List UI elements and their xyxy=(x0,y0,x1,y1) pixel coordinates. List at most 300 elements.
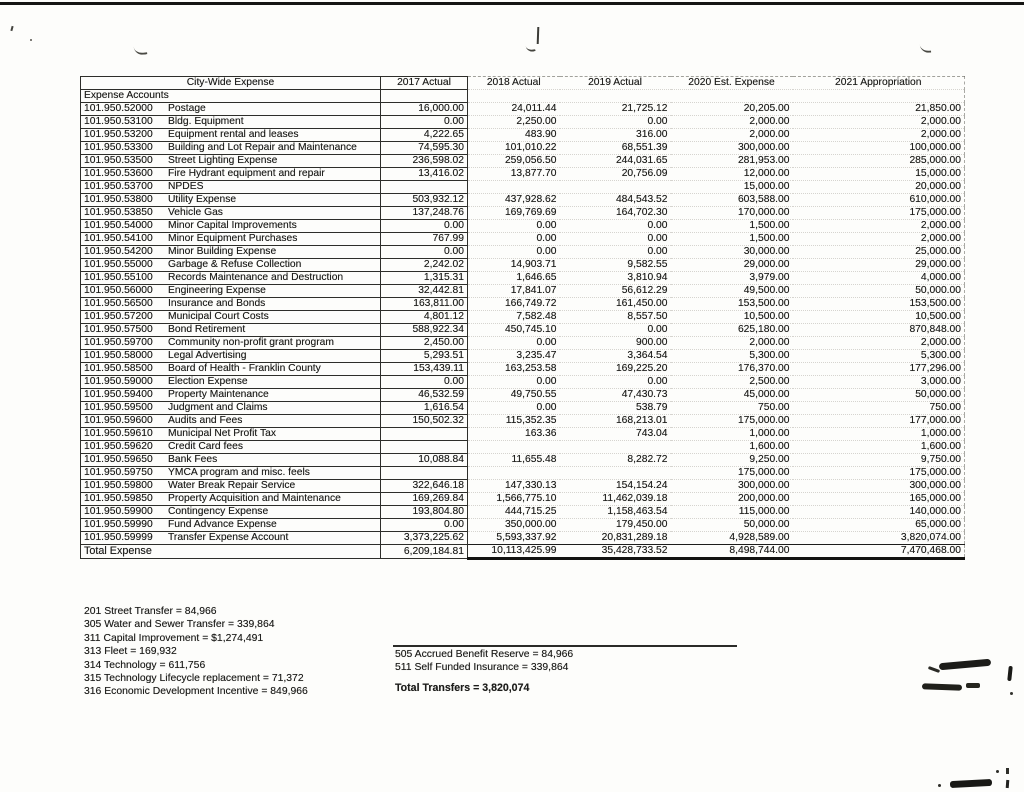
table-row xyxy=(81,480,965,493)
value-y2017: 2,242.02 xyxy=(381,259,468,272)
value-y2018: 450,745.10 xyxy=(468,324,560,337)
value-y2020: 176,370.00 xyxy=(671,363,793,376)
account-cell xyxy=(81,116,381,129)
account-code: 101.950.59900 xyxy=(84,506,153,518)
value-y2021: 177,296.00 xyxy=(793,363,965,376)
account-code: 101.950.55100 xyxy=(84,272,153,284)
account-cell xyxy=(81,350,381,363)
scan-artifact-ink-smudge xyxy=(966,683,980,688)
value-y2018: 147,330.13 xyxy=(468,480,560,493)
table-row xyxy=(81,155,965,168)
account-cell xyxy=(81,298,381,311)
scan-artifact-curl xyxy=(525,43,535,52)
value-y2020: 153,500.00 xyxy=(671,298,793,311)
value-y2021: 9,750.00 xyxy=(793,454,965,467)
value-y2018: 115,352.35 xyxy=(468,415,560,428)
value-y2018 xyxy=(468,441,560,454)
value-y2017: 193,804.80 xyxy=(381,506,468,519)
value-y2018: 163.36 xyxy=(468,428,560,441)
table-row xyxy=(81,285,965,298)
value-y2017: 46,532.59 xyxy=(381,389,468,402)
value-y2019 xyxy=(560,181,671,194)
account-cell xyxy=(81,337,381,350)
account-code: 101.950.59600 xyxy=(84,415,153,427)
value-y2017: 5,293.51 xyxy=(381,350,468,363)
value-y2019: 8,557.50 xyxy=(560,311,671,324)
value-y2021: 3,820,074.00 xyxy=(793,532,965,545)
value-y2021: 20,000.00 xyxy=(793,181,965,194)
account-name: Minor Equipment Purchases xyxy=(168,233,298,245)
table-row xyxy=(81,116,965,129)
total-2021: 7,470,468.00 xyxy=(793,545,965,559)
table-row xyxy=(81,506,965,519)
account-code: 101.950.57200 xyxy=(84,311,153,323)
value-y2020: 2,000.00 xyxy=(671,116,793,129)
value-y2017: 169,269.84 xyxy=(381,493,468,506)
table-row xyxy=(81,324,965,337)
value-y2021: 140,000.00 xyxy=(793,506,965,519)
account-code: 101.950.53300 xyxy=(84,142,153,154)
value-y2021: 1,600.00 xyxy=(793,441,965,454)
empty-cell xyxy=(793,90,965,103)
value-y2017: 16,000.00 xyxy=(381,103,468,116)
account-code: 101.950.59700 xyxy=(84,337,153,349)
account-code: 101.950.59000 xyxy=(84,376,153,388)
table-row xyxy=(81,142,965,155)
value-y2017: 0.00 xyxy=(381,376,468,389)
value-y2019: 0.00 xyxy=(560,324,671,337)
total-label: Total Expense xyxy=(81,545,381,559)
value-y2018: 24,011.44 xyxy=(468,103,560,116)
scan-artifact-top-edge-line xyxy=(0,2,1024,5)
value-y2021: 65,000.00 xyxy=(793,519,965,532)
value-y2019: 169,225.20 xyxy=(560,363,671,376)
account-code: 101.950.53500 xyxy=(84,155,153,167)
value-y2021: 2,000.00 xyxy=(793,233,965,246)
column-header-2018-actual: 2018 Actual xyxy=(468,77,560,90)
account-code: 101.950.54200 xyxy=(84,246,153,258)
value-y2018: 5,593,337.92 xyxy=(468,532,560,545)
value-y2018: 444,715.25 xyxy=(468,506,560,519)
account-cell xyxy=(81,376,381,389)
city-wide-expense-table xyxy=(80,76,965,560)
account-cell xyxy=(81,142,381,155)
value-y2020: 50,000.00 xyxy=(671,519,793,532)
table-row xyxy=(81,519,965,532)
value-y2018: 101,010.22 xyxy=(468,142,560,155)
account-name: Postage xyxy=(168,103,206,115)
value-y2019: 0.00 xyxy=(560,116,671,129)
value-y2018: 3,235.47 xyxy=(468,350,560,363)
value-y2021: 50,000.00 xyxy=(793,389,965,402)
value-y2021: 285,000.00 xyxy=(793,155,965,168)
account-cell xyxy=(81,506,381,519)
value-y2020: 175,000.00 xyxy=(671,415,793,428)
table-row xyxy=(81,194,965,207)
table-row xyxy=(81,454,965,467)
value-y2018: 483.90 xyxy=(468,129,560,142)
scan-artifact-speck xyxy=(30,39,32,41)
value-y2018 xyxy=(468,181,560,194)
table-row xyxy=(81,129,965,142)
value-y2021: 870,848.00 xyxy=(793,324,965,337)
account-code: 101.950.53700 xyxy=(84,181,153,193)
value-y2020: 625,180.00 xyxy=(671,324,793,337)
account-name: Building and Lot Repair and Maintenance xyxy=(168,142,357,154)
value-y2017: 3,373,225.62 xyxy=(381,532,468,545)
value-y2017: 163,811.00 xyxy=(381,298,468,311)
total-2017: 6,209,184.81 xyxy=(381,545,468,559)
account-name: Board of Health - Franklin County xyxy=(168,363,321,375)
value-y2018: 259,056.50 xyxy=(468,155,560,168)
expense-rows xyxy=(81,103,965,545)
value-y2019: 3,810.94 xyxy=(560,272,671,285)
value-y2021: 25,000.00 xyxy=(793,246,965,259)
account-cell xyxy=(81,272,381,285)
account-cell xyxy=(81,532,381,545)
value-y2021: 3,000.00 xyxy=(793,376,965,389)
account-cell xyxy=(81,493,381,506)
value-y2019: 164,702.30 xyxy=(560,207,671,220)
table-row xyxy=(81,207,965,220)
account-name: Audits and Fees xyxy=(168,415,243,427)
value-y2019: 168,213.01 xyxy=(560,415,671,428)
account-code: 101.950.54100 xyxy=(84,233,153,245)
column-header-2019-actual: 2019 Actual xyxy=(560,77,671,90)
footnote-line: 305 Water and Sewer Transfer = 339,864 xyxy=(84,619,275,631)
account-code: 101.950.59650 xyxy=(84,454,153,466)
account-code: 101.950.53850 xyxy=(84,207,153,219)
account-cell xyxy=(81,467,381,480)
account-name: Engineering Expense xyxy=(168,285,266,297)
account-cell xyxy=(81,324,381,337)
value-y2017: 13,416.02 xyxy=(381,168,468,181)
total-2019: 35,428,733.52 xyxy=(560,545,671,559)
value-y2020: 3,979.00 xyxy=(671,272,793,285)
table-row xyxy=(81,259,965,272)
value-y2017: 767.99 xyxy=(381,233,468,246)
empty-cell xyxy=(560,90,671,103)
value-y2020: 200,000.00 xyxy=(671,493,793,506)
value-y2021: 2,000.00 xyxy=(793,220,965,233)
value-y2021: 10,500.00 xyxy=(793,311,965,324)
value-y2020: 1,000.00 xyxy=(671,428,793,441)
value-y2018: 7,582.48 xyxy=(468,311,560,324)
scan-artifact-speck xyxy=(1010,692,1013,695)
account-code: 101.950.56000 xyxy=(84,285,153,297)
value-y2017: 0.00 xyxy=(381,220,468,233)
account-code: 101.950.53200 xyxy=(84,129,153,141)
value-y2018: 0.00 xyxy=(468,376,560,389)
footnote-line: 314 Technology = 611,756 xyxy=(84,659,206,671)
table-row xyxy=(81,298,965,311)
value-y2019: 179,450.00 xyxy=(560,519,671,532)
value-y2017: 10,088.84 xyxy=(381,454,468,467)
value-y2018: 350,000.00 xyxy=(468,519,560,532)
footnote-line: 316 Economic Development Incentive = 849,966 xyxy=(84,686,308,698)
value-y2021: 153,500.00 xyxy=(793,298,965,311)
value-y2019: 743.04 xyxy=(560,428,671,441)
table-row xyxy=(81,467,965,480)
account-name: Utility Expense xyxy=(168,194,237,206)
value-y2020: 1,500.00 xyxy=(671,233,793,246)
account-name: Fire Hydrant equipment and repair xyxy=(168,168,325,180)
column-header-2021-appropriation: 2021 Appropriation xyxy=(793,77,965,90)
account-name: Transfer Expense Account xyxy=(168,532,289,544)
scan-artifact-curl xyxy=(134,45,148,55)
account-code: 101.950.59500 xyxy=(84,402,153,414)
table-row xyxy=(81,311,965,324)
account-name: Property Acquisition and Maintenance xyxy=(168,493,341,505)
value-y2017: 1,315.31 xyxy=(381,272,468,285)
value-y2021: 175,000.00 xyxy=(793,467,965,480)
account-code: 101.950.56500 xyxy=(84,298,153,310)
account-cell xyxy=(81,363,381,376)
value-y2020: 2,500.00 xyxy=(671,376,793,389)
value-y2019: 3,364.54 xyxy=(560,350,671,363)
value-y2021: 21,850.00 xyxy=(793,103,965,116)
value-y2020: 4,928,589.00 xyxy=(671,532,793,545)
account-code: 101.950.59750 xyxy=(84,467,153,479)
value-y2018: 49,750.55 xyxy=(468,389,560,402)
value-y2019: 68,551.39 xyxy=(560,142,671,155)
value-y2018: 0.00 xyxy=(468,402,560,415)
account-code: 101.950.58000 xyxy=(84,350,153,362)
value-y2017 xyxy=(381,441,468,454)
scan-artifact-speck xyxy=(996,770,999,773)
value-y2020: 750.00 xyxy=(671,402,793,415)
value-y2017: 0.00 xyxy=(381,116,468,129)
value-y2017: 1,616.54 xyxy=(381,402,468,415)
table-row xyxy=(81,415,965,428)
value-y2019: 20,756.09 xyxy=(560,168,671,181)
account-name: Minor Capital Improvements xyxy=(168,220,297,232)
value-y2019 xyxy=(560,441,671,454)
value-y2019: 538.79 xyxy=(560,402,671,415)
value-y2021: 300,000.00 xyxy=(793,480,965,493)
account-name: Street Lighting Expense xyxy=(168,155,278,167)
account-name: Legal Advertising xyxy=(168,350,247,362)
scan-artifact-ink-smudge xyxy=(922,683,962,690)
account-cell xyxy=(81,311,381,324)
value-y2017: 4,801.12 xyxy=(381,311,468,324)
value-y2021: 2,000.00 xyxy=(793,129,965,142)
account-name: Records Maintenance and Destruction xyxy=(168,272,344,284)
value-y2018: 1,566,775.10 xyxy=(468,493,560,506)
account-name: YMCA program and misc. feels xyxy=(168,467,310,479)
value-y2021: 4,000.00 xyxy=(793,272,965,285)
account-name: Insurance and Bonds xyxy=(168,298,266,310)
account-name: Judgment and Claims xyxy=(168,402,268,414)
account-cell xyxy=(81,129,381,142)
value-y2020: 2,000.00 xyxy=(671,129,793,142)
account-name: Municipal Court Costs xyxy=(168,311,269,323)
account-cell xyxy=(81,220,381,233)
account-cell xyxy=(81,259,381,272)
value-y2020: 20,205.00 xyxy=(671,103,793,116)
value-y2018 xyxy=(468,467,560,480)
value-y2018: 11,655.48 xyxy=(468,454,560,467)
value-y2019: 8,282.72 xyxy=(560,454,671,467)
account-name: Garbage & Refuse Collection xyxy=(168,259,302,271)
footnote-line: 201 Street Transfer = 84,966 xyxy=(84,606,217,617)
value-y2020: 29,000.00 xyxy=(671,259,793,272)
value-y2021: 175,000.00 xyxy=(793,207,965,220)
account-code: 101.950.53600 xyxy=(84,168,153,180)
value-y2019: 0.00 xyxy=(560,376,671,389)
value-y2020: 115,000.00 xyxy=(671,506,793,519)
value-y2021: 610,000.00 xyxy=(793,194,965,207)
value-y2018: 2,250.00 xyxy=(468,116,560,129)
account-code: 101.950.53100 xyxy=(84,116,153,128)
value-y2020: 45,000.00 xyxy=(671,389,793,402)
account-cell xyxy=(81,402,381,415)
account-name: Bldg. Equipment xyxy=(168,116,244,128)
footnote-line: 311 Capital Improvement = $1,274,491 xyxy=(84,632,264,644)
value-y2019: 316.00 xyxy=(560,129,671,142)
value-y2017: 4,222.65 xyxy=(381,129,468,142)
value-y2020: 1,500.00 xyxy=(671,220,793,233)
value-y2018: 163,253.58 xyxy=(468,363,560,376)
account-cell xyxy=(81,415,381,428)
account-name: Minor Building Expense xyxy=(168,246,277,258)
account-cell xyxy=(81,480,381,493)
value-y2021: 750.00 xyxy=(793,402,965,415)
table-row xyxy=(81,532,965,545)
total-2020: 8,498,744.00 xyxy=(671,545,793,559)
value-y2019: 154,154.24 xyxy=(560,480,671,493)
account-name: Credit Card fees xyxy=(168,441,243,453)
value-y2020: 300,000.00 xyxy=(671,142,793,155)
value-y2021: 5,300.00 xyxy=(793,350,965,363)
table-row xyxy=(81,441,965,454)
table-row xyxy=(81,350,965,363)
value-y2017: 0.00 xyxy=(381,519,468,532)
value-y2020: 2,000.00 xyxy=(671,337,793,350)
table-row xyxy=(81,402,965,415)
account-cell xyxy=(81,389,381,402)
value-y2019: 900.00 xyxy=(560,337,671,350)
table-row xyxy=(81,168,965,181)
value-y2021: 165,000.00 xyxy=(793,493,965,506)
account-name: Bank Fees xyxy=(168,454,218,466)
value-y2018: 169,769.69 xyxy=(468,207,560,220)
empty-cell xyxy=(671,90,793,103)
scan-artifact-ink-smudge xyxy=(939,659,991,671)
account-name: Election Expense xyxy=(168,376,248,388)
account-code: 101.950.57500 xyxy=(84,324,153,336)
value-y2017: 153,439.11 xyxy=(381,363,468,376)
table-header-row xyxy=(81,77,965,90)
account-name: Bond Retirement xyxy=(168,324,246,336)
table-row xyxy=(81,363,965,376)
account-cell xyxy=(81,246,381,259)
account-cell xyxy=(81,428,381,441)
value-y2017: 236,598.02 xyxy=(381,155,468,168)
account-cell xyxy=(81,207,381,220)
account-code: 101.950.54000 xyxy=(84,220,153,232)
scan-artifact-edge-mark xyxy=(1007,666,1013,681)
account-name: Vehicle Gas xyxy=(168,207,223,219)
footnote-line: 505 Accrued Benefit Reserve = 84,966 xyxy=(395,649,574,660)
table-row xyxy=(81,376,965,389)
value-y2020: 281,953.00 xyxy=(671,155,793,168)
account-name: Fund Advance Expense xyxy=(168,519,277,531)
value-y2019: 11,462,039.18 xyxy=(560,493,671,506)
account-name: Municipal Net Profit Tax xyxy=(168,428,276,440)
account-cell xyxy=(81,441,381,454)
table-row xyxy=(81,272,965,285)
value-y2018: 1,646.65 xyxy=(468,272,560,285)
account-code: 101.950.59620 xyxy=(84,441,153,453)
column-header-2017-actual: 2017 Actual xyxy=(381,77,468,90)
account-cell xyxy=(81,519,381,532)
account-name: Property Maintenance xyxy=(168,389,269,401)
scan-artifact-center-dash xyxy=(537,27,540,44)
value-y2019: 56,612.29 xyxy=(560,285,671,298)
account-code: 101.950.59850 xyxy=(84,493,153,505)
account-code: 101.950.52000 xyxy=(84,103,153,115)
empty-cell xyxy=(381,90,468,103)
empty-cell xyxy=(468,90,560,103)
section-label: Expense Accounts xyxy=(81,90,381,103)
footnote-divider-line xyxy=(393,645,737,647)
value-y2021: 50,000.00 xyxy=(793,285,965,298)
account-code: 101.950.59610 xyxy=(84,428,153,440)
value-y2017: 74,595.30 xyxy=(381,142,468,155)
value-y2020: 9,250.00 xyxy=(671,454,793,467)
account-name: Equipment rental and leases xyxy=(168,129,299,141)
footnotes-right xyxy=(395,648,573,675)
account-code: 101.950.59400 xyxy=(84,389,153,401)
account-code: 101.950.59990 xyxy=(84,519,153,531)
footnote-line: 315 Technology Lifecycle replacement = 71,372 xyxy=(84,672,304,684)
footnotes-left xyxy=(84,605,308,699)
total-transfers-note: Total Transfers = 3,820,074 xyxy=(395,682,530,694)
table-row xyxy=(81,220,965,233)
value-y2020: 30,000.00 xyxy=(671,246,793,259)
account-cell xyxy=(81,103,381,116)
value-y2018: 0.00 xyxy=(468,337,560,350)
value-y2020: 15,000.00 xyxy=(671,181,793,194)
total-2018: 10,113,425.99 xyxy=(468,545,560,559)
table-row xyxy=(81,428,965,441)
column-header-2020-est-expense: 2020 Est. Expense xyxy=(671,77,793,90)
value-y2021: 29,000.00 xyxy=(793,259,965,272)
value-y2020: 170,000.00 xyxy=(671,207,793,220)
table-row xyxy=(81,181,965,194)
value-y2019: 0.00 xyxy=(560,233,671,246)
scan-artifact-speck xyxy=(10,26,13,31)
value-y2017: 32,442.81 xyxy=(381,285,468,298)
value-y2017: 150,502.32 xyxy=(381,415,468,428)
account-name: Water Break Repair Service xyxy=(168,480,296,492)
scan-artifact-curl xyxy=(920,44,932,54)
account-cell xyxy=(81,233,381,246)
value-y2017: 137,248.76 xyxy=(381,207,468,220)
value-y2019: 1,158,463.54 xyxy=(560,506,671,519)
account-cell xyxy=(81,155,381,168)
account-cell xyxy=(81,285,381,298)
table-row xyxy=(81,233,965,246)
account-cell xyxy=(81,194,381,207)
value-y2017 xyxy=(381,428,468,441)
value-y2019: 9,582.55 xyxy=(560,259,671,272)
account-cell xyxy=(81,181,381,194)
account-code: 101.950.55000 xyxy=(84,259,153,271)
footnote-line: 313 Fleet = 169,932 xyxy=(84,646,177,658)
value-y2017: 2,450.00 xyxy=(381,337,468,350)
